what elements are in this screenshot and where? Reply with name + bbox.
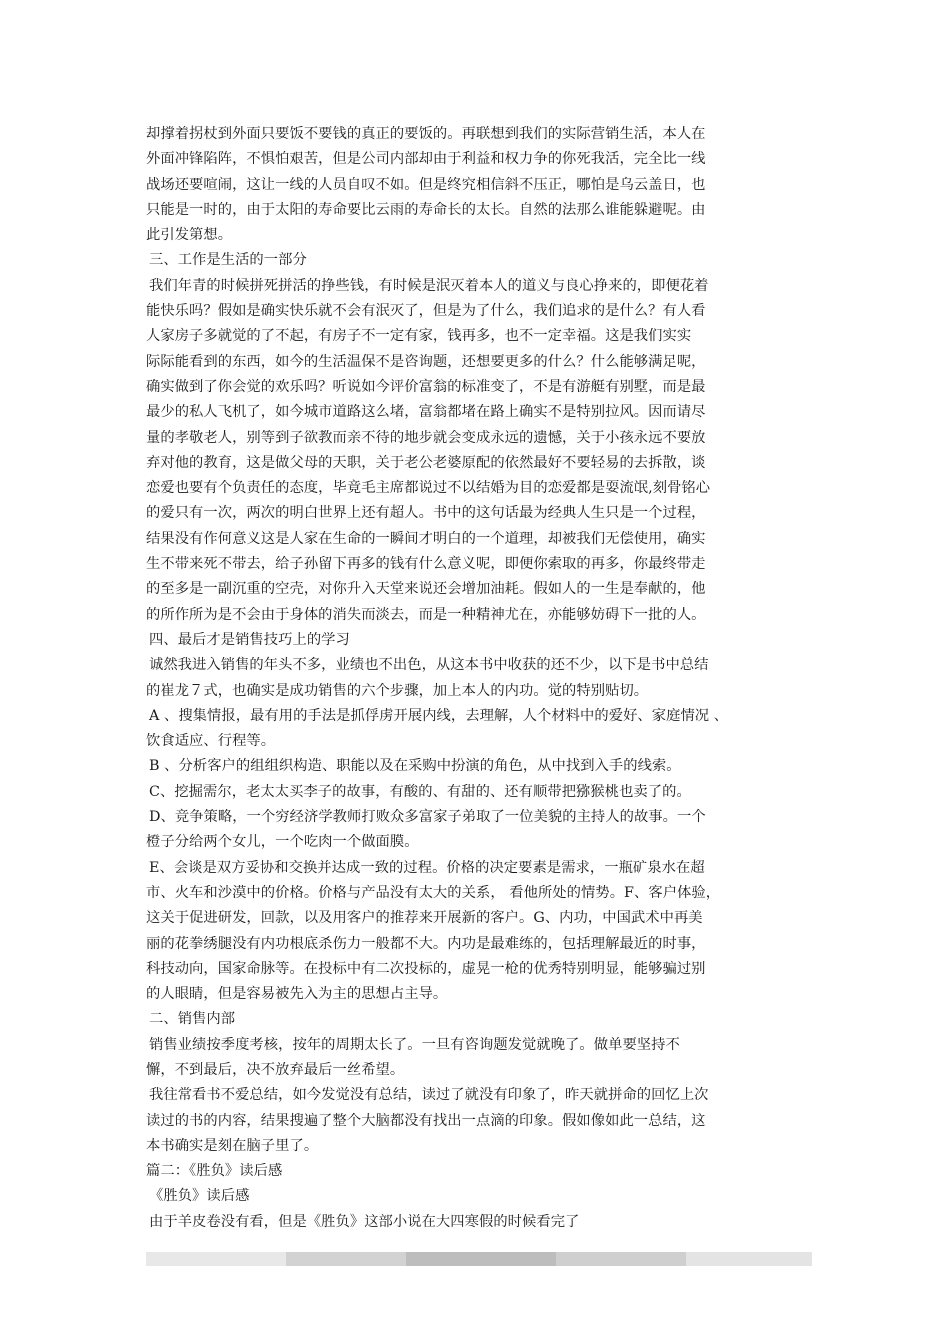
text-line: 科技动向，国家命脉等。在投标中有二次投标的，虚晃一枪的优秀特别明显，能够骗过别 <box>146 960 706 977</box>
text-line: 这关于促进研发，回款，以及用客户的推荐来开展新的客户。G、内功，中国武术中再美 <box>146 910 703 927</box>
text-line: 恋爱也要有个负责任的态度，毕竟毛主席都说过不以结婚为目的恋爱都是耍流氓,刻骨铭心 <box>146 480 711 497</box>
section-heading: 四、最后才是销售技巧上的学习 <box>149 631 350 648</box>
article-title: 篇二：《胜负》读后感 <box>146 1163 283 1180</box>
footer-bar-segment <box>556 1252 686 1266</box>
text-line: 人家房子多就觉的了不起，有房子不一定有家，钱再多，也不一定幸福。这是我们实实 <box>146 328 692 345</box>
text-line: 际际能看到的东西，如今的生活温保不是咨询题，还想要更多的什么？什么能够满足呢， <box>146 353 706 370</box>
text-line: 读过的书的内容，结果搜遍了整个大脑都没有找出一点滴的印象。假如像如此一总结，这 <box>146 1112 706 1129</box>
footer-bar-segment <box>686 1252 812 1266</box>
text-line: 的爱只有一次，两次的明白世界上还有超人。书中的这句话最为经典人生只是一个过程， <box>146 505 706 522</box>
text-line: 本书确实是刻在脑子里了。 <box>146 1137 319 1154</box>
text-line: 只能是一时的，由于太阳的寿命要比云雨的寿命长的太长。自然的法那么谁能躲避呢。由 <box>146 201 706 218</box>
text-line: 我们年青的时候拼死拼活的挣些钱，有时候是泯灭着本人的道义与良心挣来的，即便花着 <box>149 277 709 294</box>
footer-bar-segment <box>406 1252 556 1266</box>
article-subtitle: 《胜负》读后感 <box>149 1188 250 1205</box>
text-line: 市、火车和沙漠中的价格。价格与产品没有太大的关系， 看他所处的情势。F、客户体验， <box>146 884 721 901</box>
list-item: A 、搜集情报，最有用的手法是抓俘虏开展内线，去理解，人个材料中的爱好、家庭情况 、 <box>149 707 729 724</box>
text-line: 的至多是一副沉重的空壳，对你升入天堂来说还会增加油耗。假如人的一生是奉献的，他 <box>146 581 706 598</box>
text-line: 结果没有作何意义这是人家在生命的一瞬间才明白的一个道理，却被我们无偿使用，确实 <box>146 530 706 547</box>
list-item: D、竞争策略，一个穷经济学教师打败众多富家子弟取了一位美貌的主持人的故事。一个 <box>149 809 706 826</box>
text-line: 我往常看书不爱总结，如今发觉没有总结，读过了就没有印象了，昨天就拼命的回忆上次 <box>149 1087 709 1104</box>
text-line: 由于羊皮卷没有看，但是《胜负》这部小说在大四寒假的时候看完了 <box>149 1213 580 1230</box>
section-heading: 二、销售内部 <box>149 1011 236 1028</box>
text-line: 外面冲锋陷阵，不惧怕艰苦，但是公司内部却由于利益和权力争的你死我活，完全比一线 <box>146 151 706 168</box>
text-line: 饮食适应、行程等。 <box>146 733 276 750</box>
text-line: 此引发第想。 <box>146 227 233 244</box>
text-line: 弃对他的教育，这是做父母的天职，关于老公老婆原配的依然最好不要轻易的去拆散，谈 <box>146 454 706 471</box>
text-line: 却撑着拐杖到外面只要饭不要钱的真正的要饭的。再联想到我们的实际营销生活，本人在 <box>146 126 706 142</box>
text-line: 的所作所为是不会由于身体的消失而淡去，而是一种精神尤在，亦能够妨碍下一批的人。 <box>146 606 706 623</box>
text-line: 诚然我进入销售的年头不多，业绩也不出色，从这本书中收获的还不少，以下是书中总结 <box>149 657 709 674</box>
footer-bar <box>146 1246 812 1272</box>
text-line: 橙子分给两个女儿，一个吃肉一个做面膜。 <box>146 834 419 851</box>
footer-bar-segment <box>286 1252 406 1266</box>
text-line: 量的孝敬老人，别等到子欲教而亲不待的地步就会变成永远的遗憾，关于小孩永远不要放 <box>146 429 706 446</box>
text-line: 销售业绩按季度考核，按年的周期太长了。一旦有咨询题发觉就晚了。做单要坚持不 <box>149 1036 680 1053</box>
footer-bar-segment <box>146 1252 286 1266</box>
text-line: 的人眼睛，但是容易被先入为主的思想占主导。 <box>146 986 448 1003</box>
section-heading: 三、工作是生活的一部分 <box>149 252 307 269</box>
text-line: 确实做到了你会觉的欢乐吗？听说如今评价富翁的标准变了，不是有游艇有别墅，而是最 <box>146 378 706 395</box>
text-line: 丽的花拳绣腿没有内功根底杀伤力一般都不大。内功是最难练的，包括理解最近的时事， <box>146 935 706 952</box>
text-line: 的崔龙７式，也确实是成功销售的六个步骤，加上本人的内功。觉的特别贴切。 <box>146 682 649 699</box>
document-body <box>146 122 812 1235</box>
list-item: E、会谈是双方妥协和交换并达成一致的过程。价格的决定要素是需求，一瓶矿泉水在超 <box>149 859 705 876</box>
text-line: 最少的私人飞机了，如今城市道路这么堵，富翁都堵在路上确实不是特别拉风。因而请尽 <box>146 404 706 421</box>
text-line: 能快乐吗？假如是确实快乐就不会有泯灭了，但是为了什么，我们追求的是什么？有人看 <box>146 303 706 320</box>
text-line: 懈，不到最后，决不放弃最后一丝希望。 <box>146 1061 405 1078</box>
list-item: C、挖掘需尔，老太太买李子的故事，有酸的、有甜的、还有顺带把猕猴桃也卖了的。 <box>149 783 691 800</box>
text-line: 生不带来死不带去，给子孙留下再多的钱有什么意义呢，即便你索取的再多，你最终带走 <box>146 556 706 573</box>
list-item: B 、分析客户的组组织构造、职能以及在采购中扮演的角色，从中找到入手的线索。 <box>149 758 681 775</box>
text-line: 战场还要喧闹，这让一线的人员自叹不如。但是终究相信斜不压正，哪怕是乌云盖日，也 <box>146 176 706 193</box>
